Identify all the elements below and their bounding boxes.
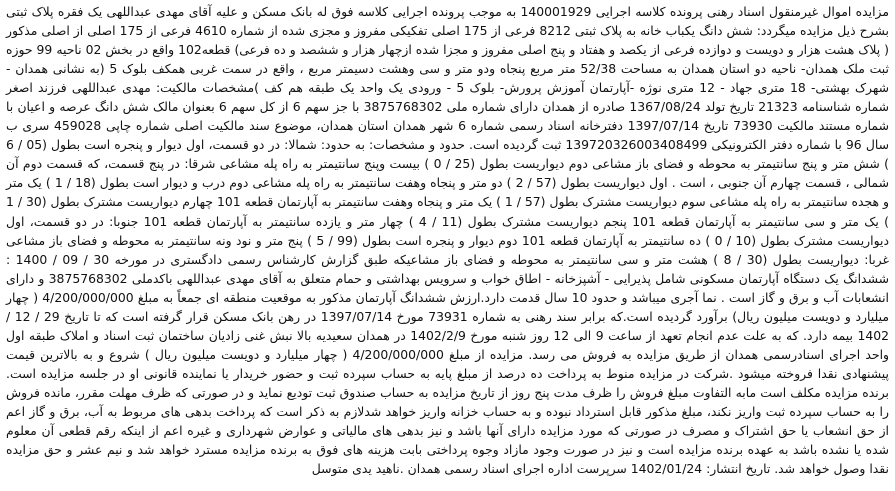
notice-body-text: مزایده اموال غیرمنقول اسناد رهنی پرونده کلاسه اجرایی 140001929 به موجب پرونده اجرایی کلاسه فوق له بانک مسکن و علیه آقای مهدی عبداللهی یک فقره پلاک ثبتی بشرح ذیل مزایده میگردد: شش دانگ یکباب خانه به پلاک ثبتی 8212 فرعی از 175 اصلی تفکیکی مفروز و مجزی شده از شماره 4610 فرعی از 175 اصلی از اصلی مذکور ( پلاک هشت هزار و دویست و دوازده فرعی از یکصد و هفتاد و پنج اصلی مفروز و مجزا شده ازچهار هزار و ششصد و ده فرعی) قطعه102 واقع در بخش 02 ناحیه 99 حوزه ثبت ملک همدان- ناحیه دو استان همدان به مساحت 52/38 متر مربع پنجاه ودو متر و سی وهشت دسیمتر مربع ، واقع در سمت غربی همکف بلوک 5 (به نشانی همدان - شهرک بهشتی- 18 متری جهاد - 12 متری نوژه -آپارتمان آموزش پرورش- بلوک 5 - ورودی یک واحد یک طبقه هم کف )مشخصات مالکیت: مهدی عبداللهی فرزند اصغر شماره شناسنامه 21323 تاریخ تولد 1367/08/24 صادره از همدان دارای شماره ملی 3875768302 با جز سهم 6 از کل سهم 6 بعنوان مالک شش دانگ عرصه و اعیان با شماره مستند مالکیت 73930 تاریخ 1397/07/14 دفترخانه اسناد رسمی شماره 6 شهر همدان استان همدان، موضوع سند مالکیت اصلی شماره چاپی 459028 سری ب سال 96 با شماره دفتر الکترونیکی 139720326003408499 ثبت گردیده است. حدود و مشخصات: به حدود: شمالا: در دو قسمت، اول دیوار و پنجره است بطول (05 / 6 ) شش متر و پنج سانتیمتر به محوطه و فضای باز مشاعی دوم دیواریست بطول (25 / 0 ) بیست وپنج سانتیمتر به راه پله مشاعی شرقا: در پنج قسمت، که قسمت دوم آن شمالی ، قسمت چهارم آن جنوبی ، است . اول دیواریست بطول (57 / 2 ) دو متر و پنجاه وهفت سانتیمتر به راه پله مشاعی دوم درب و دیوار است بطول (18 / 1 ) یک متر و هجده سانتیمتر به راه پله مشاعی سوم دیواریست مشترک بطول (57 / 1 ) یک متر و پنجاه وهفت سانتیمتر به آپارتمان قطعه 101 چهارم دیواریست مشترک بطول (30 / 1 ) یک متر و سی سانتیمتر به آپارتمان قطعه 101 پنجم دیواریست مشترک بطول (11 / 4 ) چهار متر و یازده سانتیمتر به آپارتمان قطعه 101 جنوبا: در دو قسمت، اول دیواریست مشترک بطول (10 / 0 ) ده سانتیمتر به آپارتمان قطعه 101 دوم دیوار و پنجره است بطول (99 / 5 ) پنج متر و نود ونه سانتیمتر به محوطه و فضای باز مشاعی غربا: دیواریست بطول (30 / 8 ) هشت متر و سی سانتیمتر به محوطه و فضای باز مشاعیکه طبق گزارش کارشناس رسمی دادگستری در مورخه 30 / 09 / 1400 : ششدانگ یک دستگاه آپارتمان مسکونی شامل پذیرایی - آشپزخانه - اطاق خواب و سرویس بهداشتی و حمام متعلق به آقای مهدی عبداللهی باکدملی 3875768302 و دارای انشعابات آب و برق و گاز است . نما آجری میباشد و حدود 10 سال قدمت دارد.ارزش ششدانگ آپارتمان مذکور به موقعیت منطقه ای جمعاً به مبلغ 4/200/000/000 ( چهار میلیارد و دویست میلیون ریال) برآورد گردیده است.که برابر سند رهنی به شماره 73931 مورخ 1397/07/14 در رهن بانک مسکن قرار گرفته است که تا تاریخ 29 / 12 / 1402 بیمه دارد. که به علت عدم انجام تعهد از ساعت 9 الی 12 روز شنبه مورخ 1402/2/9 در همدان سعیدیه بالا نبش غنی زادیان ساختمان ثبت اسناد و املاک طبقه اول واحد اجرای اسنادرسمی همدان از طریق مزایده به فروش می رسد. مزایده از مبلغ 4/200/000/000 ( چهار میلیارد و دویست میلیون ریال ) شروع و به بالاترین قیمت پیشنهادی نقدا فروخته میشود .شرکت در مزایده منوط به پرداخت ده درصد از مبلغ پایه به حساب سپرده ثبت و حضور خریدار یا نماینده قانونی او در جلسه مزایده است. برنده مزایده مکلف است مابه التفاوت مبلغ فروش را ظرف مدت پنج روز از تاریخ مزایده به حساب صندوق ثبت تودیع نماید و در صورتی که ظرف مهلت مقرر، مانده فروش را به حساب سپرده ثبت واریز نکند، مبلغ مذکور قابل استرداد نبوده و به حساب خزانه واریز خواهد شدلازم به ذکر است که پرداخت بدهی های مربوط به آب، برق و گاز اعم از حق انشعاب یا حق اشتراک و مصرف در صورتی که مورد مزایده دارای آنها باشد و نیز بدهی های مالیاتی و عوارض شهرداری و غیره اعم از اینکه رقم قطعی آن معلوم شده یا نشده باشد به عهده برنده مزایده است و نیز در صورت وجود مازاد وجوه پرداختی بابت هزینه های فوق به برنده مزایده مسترد خواهد شد و نیم عشر و حق مزایده نقدا وصول خواهد شد. تاریخ انتشار: 1402/01/24 سرپرست اداره اجرای اسناد رسمی همدان .ناهید یدی متوسل (6, 4, 889, 477)
